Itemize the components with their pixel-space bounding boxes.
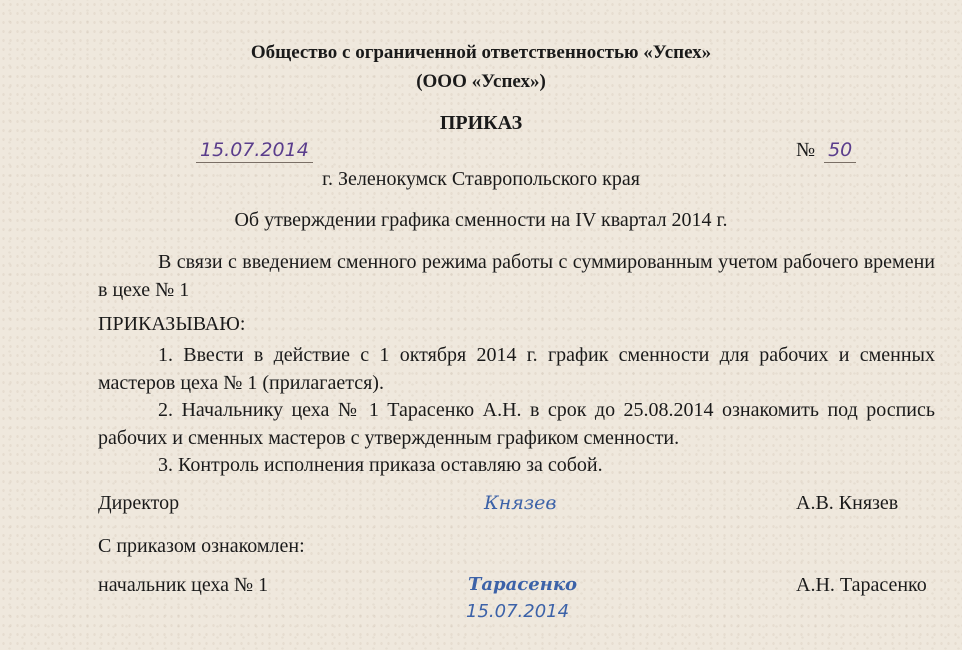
- acquainted-label: С приказом ознакомлен:: [98, 535, 305, 557]
- employee-sign-date: 15.07.2014: [466, 601, 570, 622]
- organization-full-name: Общество с ограниченной ответственностью «Успех»: [250, 42, 712, 63]
- order-item-3: 3. Контроль исполнения приказа оставляю за собой.: [158, 454, 603, 476]
- employee-name: А.Н. Тарасенко: [796, 574, 927, 596]
- command-heading: ПРИКАЗЫВАЮ:: [98, 313, 246, 335]
- document-title: ПРИКАЗ: [439, 112, 523, 134]
- organization-short-name: (ООО «Успех»): [416, 71, 546, 92]
- director-name: А.В. Князев: [796, 492, 899, 514]
- order-date-field: [196, 139, 313, 163]
- preamble-paragraph: В связи с введением сменного режима работы с суммированным учетом рабочего времени в цехе № 1: [98, 251, 935, 301]
- order-item-2: 2. Начальнику цеха № 1 Тарасенко А.Н. в срок до 25.08.2014 ознакомить под роспись рабочих и сменных мастеров с утвержденным графиком сменности.: [98, 399, 935, 449]
- city-line: г. Зеленокумск Ставропольского края: [322, 168, 640, 190]
- order-item-1: 1. Ввести в действие с 1 октября 2014 г. график сменности для рабочих и сменных мастеров цеха № 1 (прилагается).: [98, 344, 935, 394]
- order-number: 50: [824, 139, 856, 163]
- employee-signature: Тарасенко: [468, 574, 578, 595]
- director-signature: Князев: [484, 492, 557, 514]
- director-title: Директор: [98, 492, 180, 514]
- order-subject: Об утверждении графика сменности на IV квартал 2014 г.: [234, 209, 728, 231]
- number-sign: №: [796, 139, 816, 161]
- employee-title: начальник цеха № 1: [98, 574, 269, 596]
- order-number-field: [796, 139, 856, 163]
- order-date: 15.07.2014: [196, 139, 313, 163]
